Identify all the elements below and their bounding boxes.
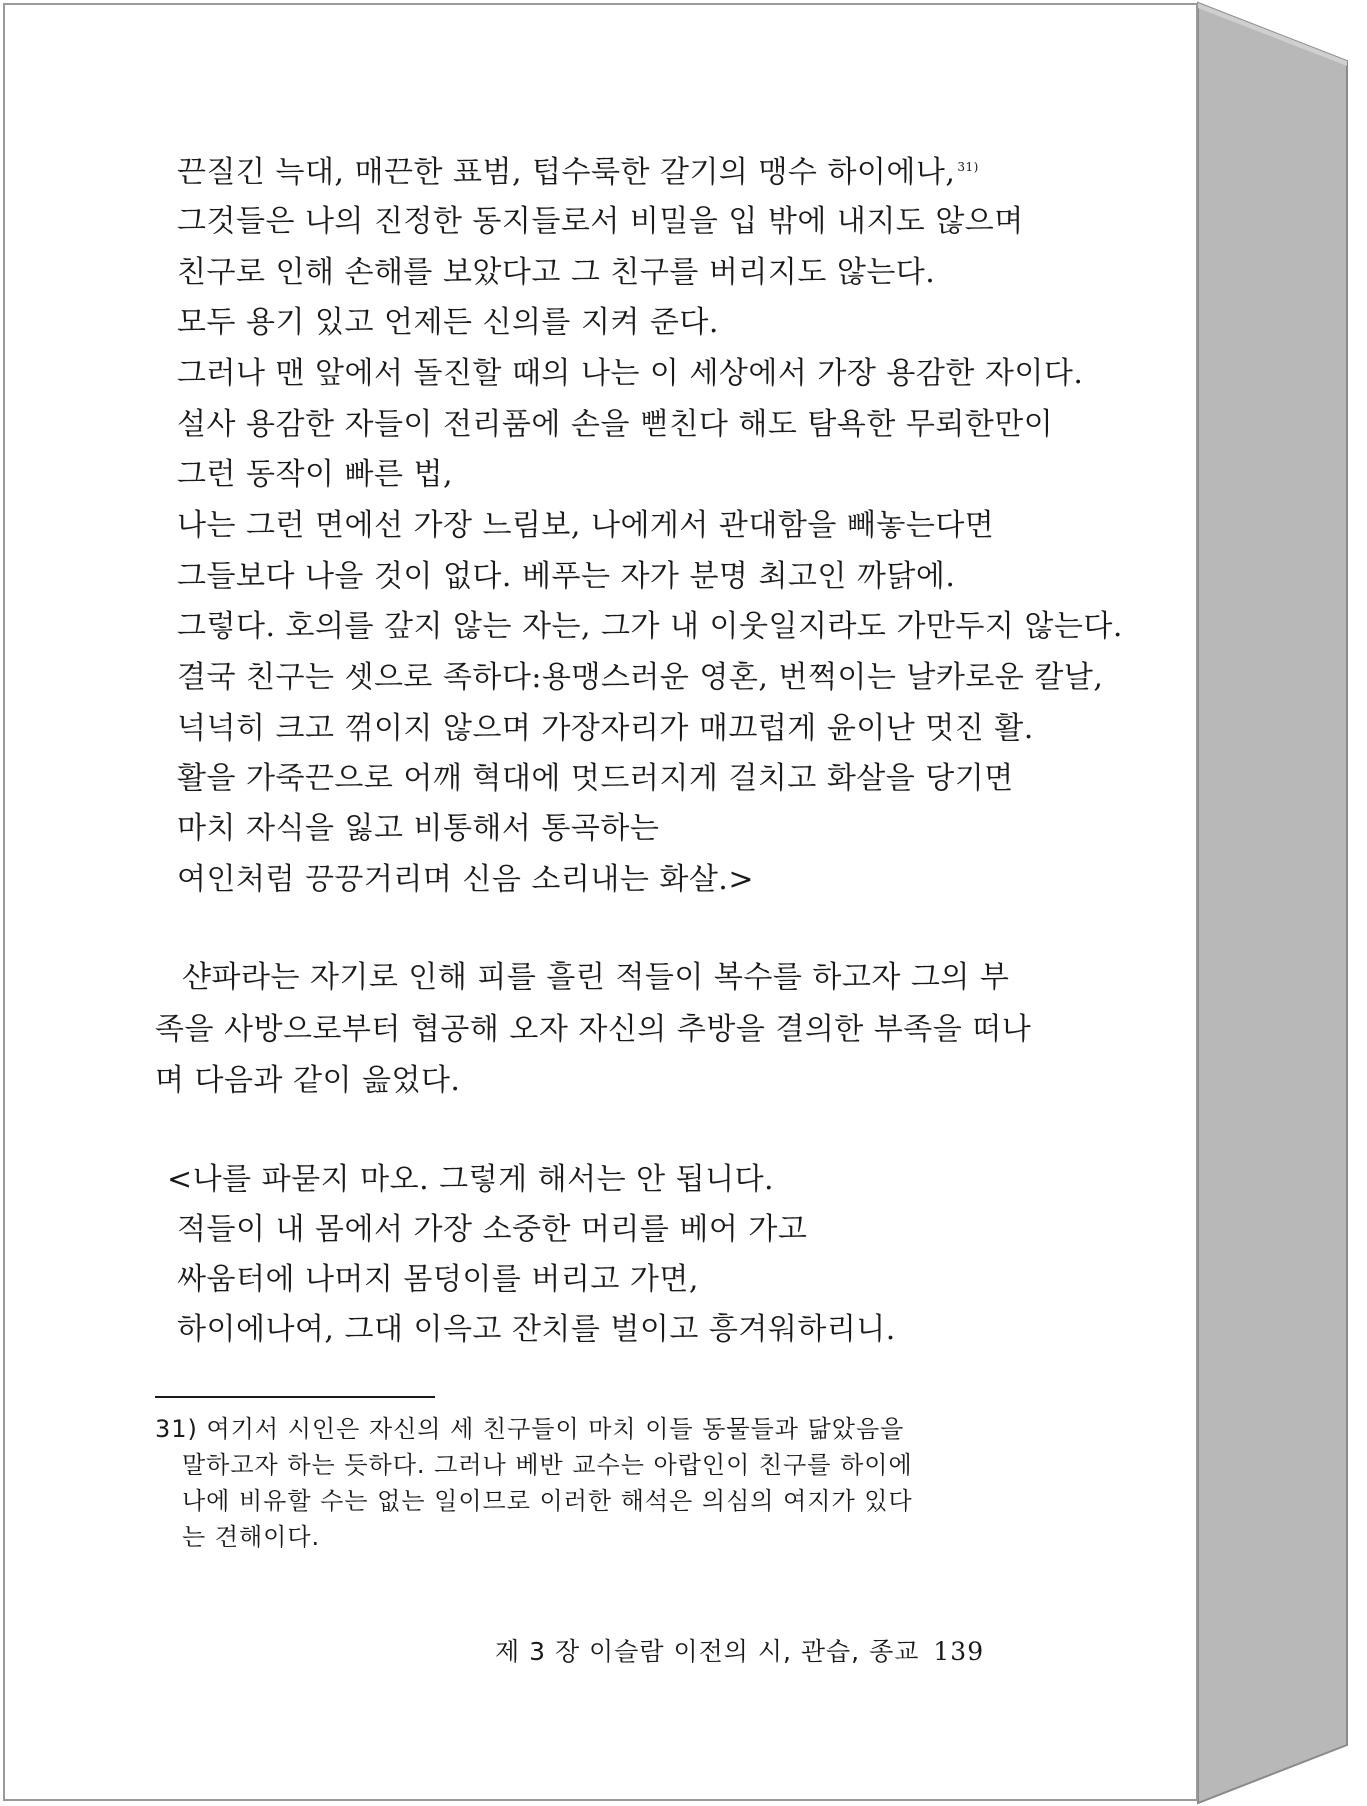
paragraph-line: 족을 사방으로부터 협공해 오자 자신의 추방을 결의한 부족을 떠나 — [155, 1012, 1032, 1047]
poem-line: 마치 자식을 잃고 비통해서 통곡하는 — [177, 811, 660, 846]
poem-line: 활을 가죽끈으로 어깨 혁대에 멋드러지게 걸치고 화살을 당기면 — [177, 761, 1014, 796]
poem-line: 친구로 인해 손해를 보았다고 그 친구를 버리지도 않는다. — [177, 255, 936, 290]
poem-line: 싸움터에 나머지 몸덩이를 버리고 가면, — [177, 1262, 699, 1297]
chapter-title: 제 3 장 이슬람 이전의 시, 관습, 종교 — [495, 1637, 920, 1666]
footnote-line: 31) 여기서 시인은 자신의 세 친구들이 마치 이들 동물들과 닮았음을 — [155, 1415, 905, 1443]
poem-line: 모두 용기 있고 언제든 신의를 지켜 준다. — [177, 305, 719, 340]
poem-line: 끈질긴 늑대, 매끈한 표범, 텁수룩한 갈기의 맹수 하이에나, $^{31)}$ — [177, 155, 979, 190]
footnote-reference: 31) — [957, 160, 979, 174]
page-number: 139 — [933, 1637, 985, 1666]
poem-line: 그러나 맨 앞에서 돌진할 때의 나는 이 세상에서 가장 용감한 자이다. — [177, 356, 1084, 391]
footnote-line: 말하고자 하는 듯하다. 그러나 베반 교수는 아랍인이 친구를 하이에 — [182, 1451, 913, 1479]
poem-line: 여인처럼 끙끙거리며 신음 소리내는 화살.> — [177, 862, 754, 897]
poem-line: 결국 친구는 셋으로 족하다:용맹스러운 영혼, 번쩍이는 날카로운 칼날, — [177, 660, 1104, 695]
poem-line: 그것들은 나의 진정한 동지들로서 비밀을 입 밖에 내지도 않으며 — [177, 204, 1024, 239]
poem-line: 설사 용감한 자들이 전리품에 손을 뻗친다 해도 탐욕한 무뢰한만이 — [177, 407, 1054, 442]
poem-line: 그런 동작이 빠른 법, — [177, 457, 453, 492]
poem-line: 넉넉히 크고 꺾이지 않으며 가장자리가 매끄럽게 윤이난 멋진 활. — [177, 711, 1034, 746]
poem-line: 나는 그런 면에선 가장 느림보, 나에게서 관대함을 빼놓는다면 — [177, 508, 995, 543]
footnote-divider — [155, 1396, 435, 1398]
poem-line: 그들보다 나을 것이 없다. 베푸는 자가 분명 최고인 까닭에. — [177, 559, 956, 594]
poem-line: 적들이 내 몸에서 가장 소중한 머리를 베어 가고 — [177, 1212, 808, 1247]
poem-line: 하이에나여, 그대 이윽고 잔치를 벌이고 흥겨워하리니. — [177, 1312, 896, 1347]
poem-line: 그렇다. 호의를 갚지 않는 자는, 그가 내 이웃일지라도 가만두지 않는다. — [177, 609, 1123, 644]
footnote-line: 는 견해이다. — [182, 1523, 321, 1551]
book-page — [3, 3, 1198, 1801]
poem-line: <나를 파묻지 마오. 그렇게 해서는 안 됩니다. — [167, 1162, 775, 1197]
paragraph-line: 며 다음과 같이 읊었다. — [155, 1063, 461, 1098]
paragraph-line: 샨파라는 자기로 인해 피를 흘린 적들이 복수를 하고자 그의 부 — [182, 960, 1010, 995]
footnote-line: 나에 비유할 수는 없는 일이므로 이러한 해석은 의심의 여지가 있다 — [182, 1487, 913, 1515]
running-footer — [495, 1636, 984, 1668]
